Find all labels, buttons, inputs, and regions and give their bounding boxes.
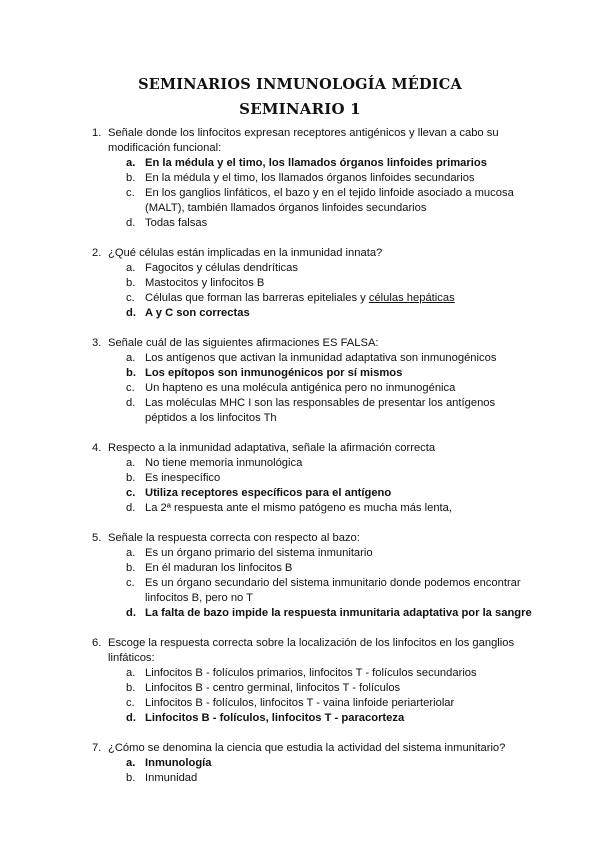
question-number: 2. [92,247,102,259]
option-2a [0,261,600,276]
option-letter: b. [126,772,136,784]
option-3a [0,351,600,366]
option-text-plain: Células que forman las barreras epiteliales y [145,292,369,304]
option-letter: a. [126,757,136,769]
option-3d [0,396,600,426]
question-text: Señale donde los linfocitos expresan receptores antigénicos y llevan a cabo su modificación funcional: [108,127,499,154]
option-text: Todas falsas [145,217,208,229]
option-text: La falta de bazo impide la respuesta inmunitaria adaptativa por la sangre [145,607,532,619]
option-text: Mastocitos y linfocitos B [145,277,265,289]
option-text: Inmunología [145,757,212,769]
option-letter: a. [126,262,136,274]
question-text: Señale la respuesta correcta con respecto al bazo: [108,532,360,544]
option-6a [0,666,600,681]
option-text: Fagocitos y células dendríticas [145,262,298,274]
option-letter: d. [126,502,136,514]
option-letter: b. [126,472,136,484]
question-text: Señale cuál de las siguientes afirmaciones ES FALSA: [108,337,379,349]
option-text: Los epítopos son inmunogénicos por sí mismos [145,367,403,379]
option-letter: d. [126,397,136,409]
option-1c [0,186,600,216]
question-number: 5. [92,532,102,544]
option-letter: a. [126,352,136,364]
question-list [0,126,600,801]
option-letter: d. [126,712,136,724]
option-text: En los ganglios linfáticos, el bazo y en el tejido linfoide asociado a mucosa (MALT), también llamados órganos linfoides secundarios [145,187,514,214]
option-letter: c. [126,382,135,394]
option-1a [0,156,600,171]
option-letter: b. [126,367,136,379]
option-2d [0,306,600,321]
option-text: Un hapteno es una molécula antigénica pero no inmunogénica [145,382,456,394]
option-letter: c. [126,292,135,304]
question-7 [0,741,600,786]
option-5c [0,576,600,606]
question-number: 7. [92,742,102,754]
option-text [145,291,540,306]
option-text: No tiene memoria inmunológica [145,457,303,469]
option-letter: a. [126,457,136,469]
question-number: 6. [92,637,102,649]
question-4 [0,441,600,516]
option-text: La 2ª respuesta ante el mismo patógeno es mucha más lenta, [145,502,453,514]
option-text: Los antígenos que activan la inmunidad adaptativa son inmunogénicos [145,352,497,364]
document-title: SEMINARIOS INMUNOLOGÍA MÉDICA [138,76,462,93]
option-letter: b. [126,172,136,184]
option-letter: b. [126,277,136,289]
option-letter: a. [126,667,136,679]
question-text: Respecto a la inmunidad adaptativa, señale la afirmación correcta [108,442,436,454]
question-number: 3. [92,337,102,349]
option-text: Linfocitos B - centro germinal, linfocitos T - folículos [145,682,401,694]
option-text: Inmunidad [145,772,198,784]
option-letter: a. [126,547,136,559]
option-6c [0,696,600,711]
option-text: Linfocitos B - folículos, linfocitos T - paracorteza [145,712,405,724]
option-letter: b. [126,562,136,574]
option-7a [0,756,600,771]
option-letter: c. [126,577,135,589]
option-letter: d. [126,217,136,229]
option-text: En la médula y el timo, los llamados órganos linfoides primarios [145,157,487,169]
question-number: 1. [92,127,102,139]
option-letter: c. [126,697,135,709]
option-4b [0,471,600,486]
question-5 [0,531,600,621]
option-3c [0,381,600,396]
option-text-underlined: células hepáticas [368,292,455,304]
question-text: ¿Cómo se denomina la ciencia que estudia la actividad del sistema inmunitario? [108,742,506,754]
option-letter: b. [126,682,136,694]
question-number: 4. [92,442,102,454]
option-text: Es un órgano secundario del sistema inmunitario donde podemos encontrar linfocitos B, pero no T [145,577,521,604]
option-letter: c. [126,487,136,499]
question-text: Escoge la respuesta correcta sobre la localización de los linfocitos en los ganglios linfáticos: [108,637,515,664]
option-4a [0,456,600,471]
option-text: A y C son correctas [145,307,250,319]
option-text: Es un órgano primario del sistema inmunitario [145,547,373,559]
question-1 [0,126,600,231]
option-text: En él maduran los linfocitos B [145,562,293,574]
option-2c [0,291,600,306]
option-text: Linfocitos B - folículos, linfocitos T - vaina linfoide periarteriolar [145,697,455,709]
option-text: Las moléculas MHC I son las responsables de presentar los antígenos péptidos a los linfocitos Th [145,397,496,424]
option-letter: d. [126,307,136,319]
option-2b [0,276,600,291]
question-6 [0,636,600,726]
question-text: ¿Qué células están implicadas en la inmunidad innata? [108,247,383,259]
option-letter: a. [126,157,136,169]
option-5b [0,561,600,576]
option-3b [0,366,600,381]
option-text: En la médula y el timo, los llamados órganos linfoides secundarios [145,172,475,184]
option-7b [0,771,600,786]
option-6d [0,711,600,726]
option-1d [0,216,600,231]
option-5a [0,546,600,561]
question-2 [0,246,600,321]
option-1b [0,171,600,186]
question-3 [0,336,600,426]
option-letter: d. [126,607,136,619]
seminar-title: SEMINARIO 1 [239,100,361,118]
option-6b [0,681,600,696]
option-text: Utiliza receptores específicos para el antígeno [145,487,392,499]
option-4c [0,486,600,501]
option-letter: c. [126,187,135,199]
option-4d [0,501,600,516]
option-5d [0,606,600,621]
option-text: Linfocitos B - folículos primarios, linfocitos T - folículos secundarios [145,667,477,679]
option-text: Es inespecífico [145,472,221,484]
